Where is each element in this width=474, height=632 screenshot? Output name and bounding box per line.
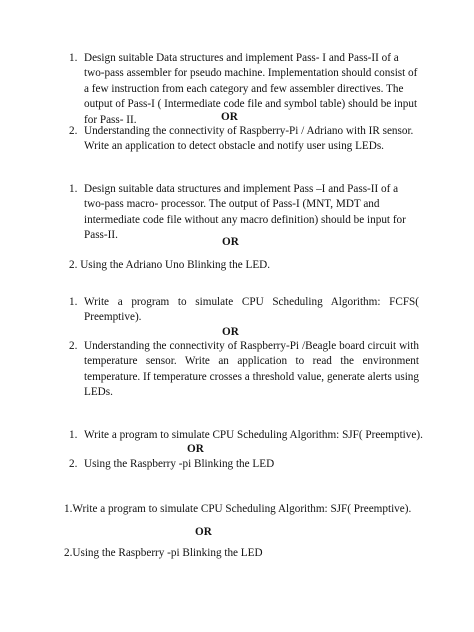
- g2-item-1-number: 1.: [69, 183, 78, 195]
- g4-item-1-number: 1.: [69, 429, 78, 441]
- g5-list-item-1: 1.Write a program to simulate CPU Scheduling Algorithm: SJF( Preemptive).: [64, 503, 412, 515]
- g3-item-1-number: 1.: [69, 296, 78, 308]
- g4-item-2-text: Using the Raspberry -pi Blinking the LED: [84, 458, 275, 470]
- g4-list-item-2: [69, 457, 439, 472]
- g3-item-2-number: 2.: [69, 340, 78, 352]
- g2-or-separator: OR: [222, 236, 239, 248]
- g1-item-1-text: Design suitable Data structures and implement Pass- I and Pass-II of a two-pass assembler for pseudo machine. Implementation should consist of a few instruction from each category and few assembler directives. The output of Pass-I ( Intermediate code file and symbol table) should be input for Pass- II.: [84, 52, 418, 126]
- g1-list-item-2: [69, 124, 419, 155]
- g1-item-2-text: Understanding the connectivity of Raspberry-Pi / Adriano with IR sensor. Write an application to detect obstacle and notify user using LEDs.: [84, 125, 414, 153]
- g3-item-2-text: Understanding the connectivity of Raspberry-Pi /Beagle board circuit with temperature sensor. Write an application to read the environment temperature. If temperature crosses a threshold value, generate alerts using LEDs.: [84, 340, 419, 399]
- g2-list-item-2: 2. Using the Adriano Uno Blinking the LED.: [69, 259, 271, 271]
- g5-list-item-2: 2.Using the Raspberry -pi Blinking the LED: [64, 547, 263, 559]
- g4-item-1-text: Write a program to simulate CPU Scheduling Algorithm: SJF( Preemptive).: [84, 429, 423, 441]
- g5-or-separator: OR: [195, 526, 212, 538]
- g4-or-separator: OR: [187, 443, 204, 455]
- g1-item-2-number: 2.: [69, 125, 78, 137]
- g4-item-2-number: 2.: [69, 458, 78, 470]
- g3-or-separator: OR: [222, 326, 239, 338]
- g1-or-separator: OR: [221, 111, 238, 123]
- g3-item-1-text: Write a program to simulate CPU Scheduling Algorithm: FCFS( Preemptive).: [84, 296, 419, 324]
- g4-list-item-1: [69, 428, 439, 443]
- g3-list-item-1: [69, 295, 419, 326]
- g2-list-item-1: [69, 182, 419, 244]
- g1-item-1-number: 1.: [69, 52, 78, 64]
- g2-item-1-text: Design suitable data structures and implement Pass –I and Pass-II of a two-pass macro- processor. The output of Pass-I (MNT, MDT and intermediate code file without any macro definition) should be input for Pass-II.: [84, 183, 406, 242]
- g1-list-item-1: [69, 51, 419, 128]
- g3-list-item-2: [69, 339, 419, 401]
